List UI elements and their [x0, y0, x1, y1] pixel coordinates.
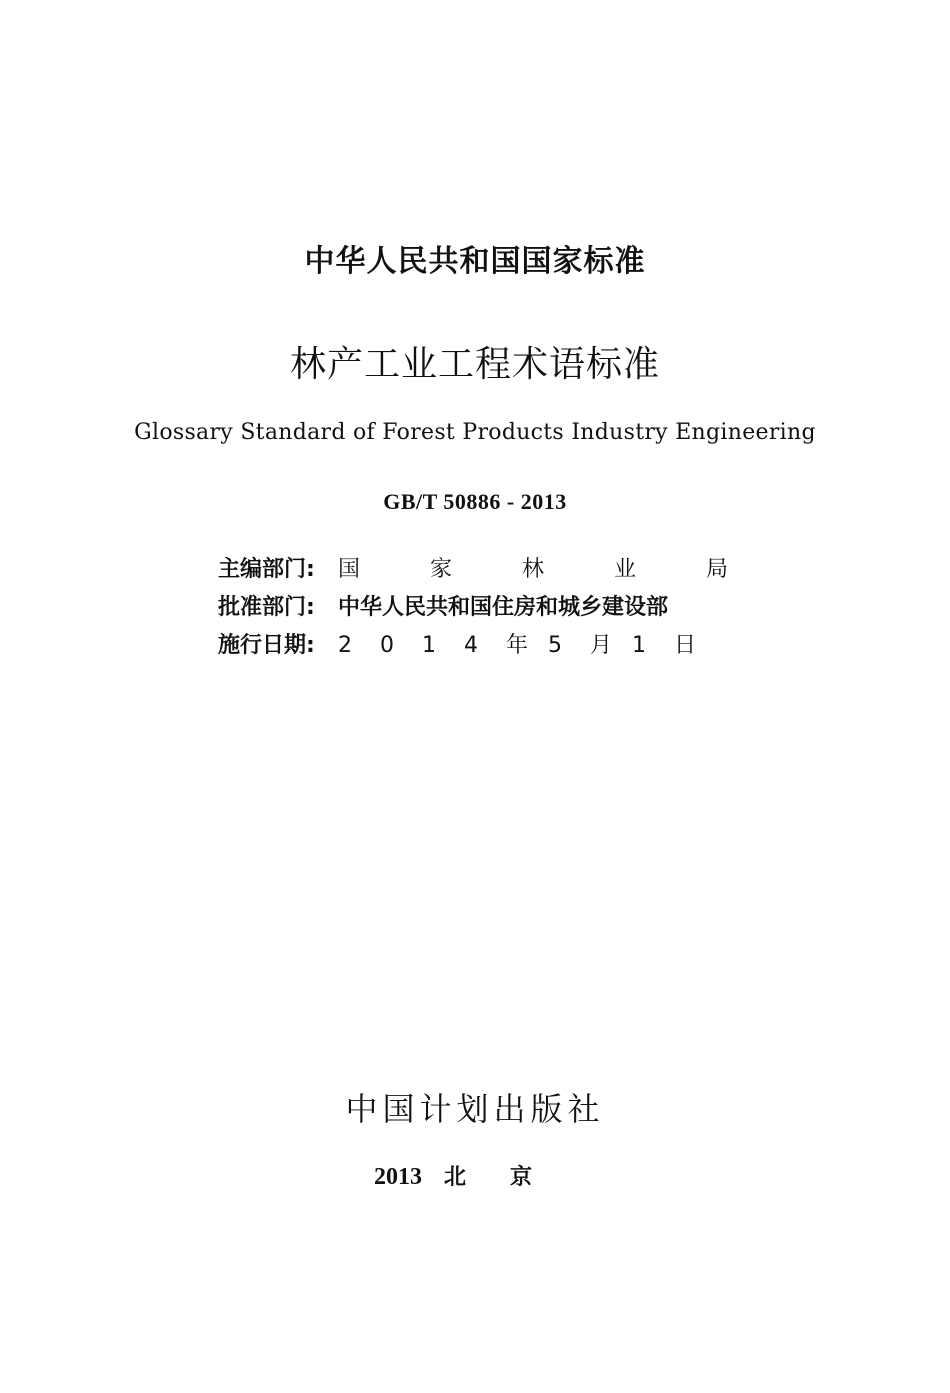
editor-value: [338, 553, 729, 587]
editor-char: 局: [706, 557, 729, 582]
effective-date-value: [338, 629, 698, 663]
english-title: Glossary Standard of Forest Products Industry Engineering: [134, 420, 816, 445]
date-char: 0: [380, 633, 394, 658]
date-char: 1: [422, 633, 436, 658]
publisher-name: 中国计划出版社: [345, 1090, 605, 1128]
publication-place: [0, 1160, 950, 1191]
effective-date-label: 施行日期:: [218, 633, 315, 658]
editor-row: [218, 553, 729, 591]
info-block: [218, 553, 729, 667]
date-char: 日: [674, 633, 697, 658]
date-char: 5: [548, 633, 562, 658]
editor-label: 主编部门:: [218, 557, 315, 582]
national-standard-heading: 中华人民共和国国家标准: [304, 244, 646, 279]
editor-char: 国: [338, 557, 361, 582]
approver-label: 批准部门:: [218, 595, 315, 620]
approver-value: 中华人民共和国住房和城乡建设部: [338, 595, 669, 620]
date-char: 年: [506, 633, 529, 658]
date-char: 4: [464, 633, 478, 658]
standard-code: GB/T 50886 - 2013: [383, 489, 567, 514]
editor-char: 林: [522, 557, 545, 582]
editor-char: 家: [430, 557, 453, 582]
approver-row: [218, 591, 724, 629]
publication-city: 北京: [443, 1165, 576, 1190]
publication-year: 2013: [373, 1164, 422, 1190]
date-char: 1: [632, 633, 646, 658]
date-char: 2: [338, 633, 352, 658]
editor-char: 业: [614, 557, 637, 582]
date-char: 月: [590, 633, 613, 658]
effective-date-row: [218, 629, 724, 667]
chinese-title: 林产工业工程术语标准: [289, 344, 660, 385]
